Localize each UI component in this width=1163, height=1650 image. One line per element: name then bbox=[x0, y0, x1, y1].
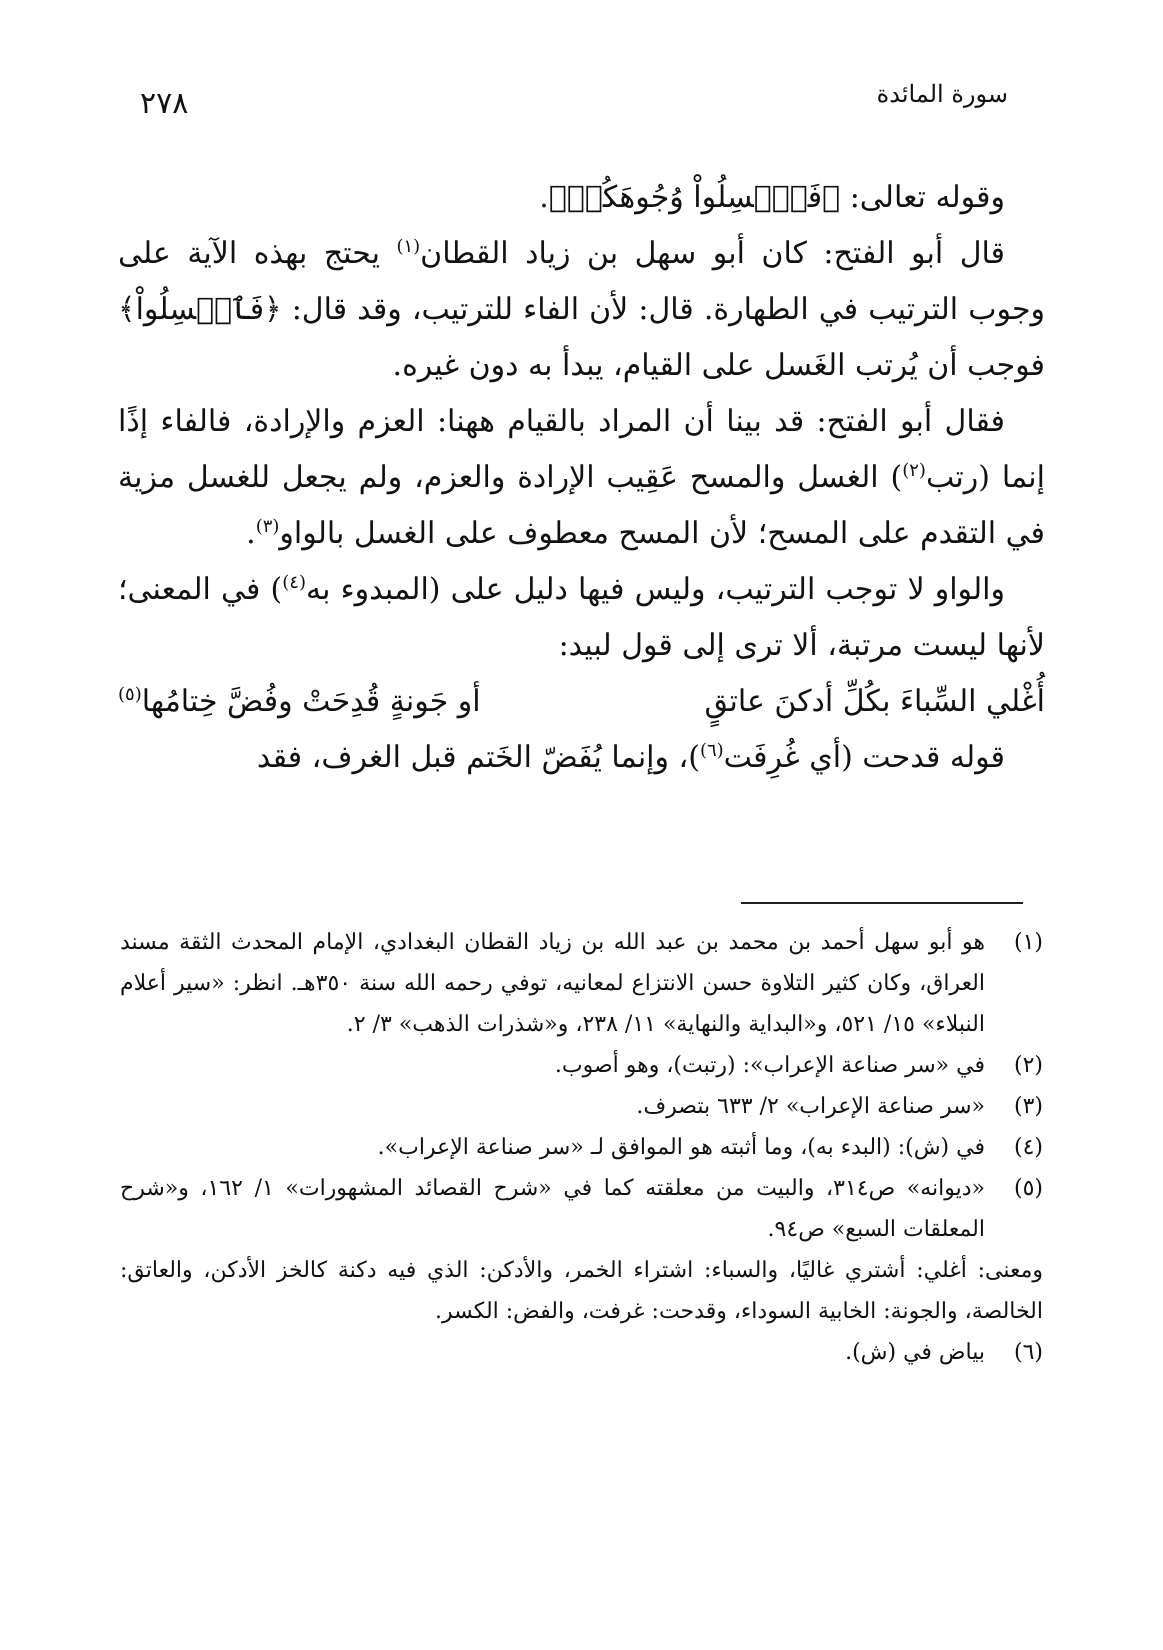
footnote-2: (٢) في «سر صناعة الإعراب»: (رتبت)، وهو أصوب. bbox=[120, 1045, 1043, 1086]
paragraph-5: قوله قدحت (أي غُرِفَت$^{(٦)}$)، وإنما يُفَضّ الخَتم قبل الغرف، فقد bbox=[256, 740, 1005, 775]
page-header bbox=[140, 80, 1008, 130]
quran-quote: ﴿فَٱغۡسِلُواْ وُجُوهَكُمۡ﴾ bbox=[548, 180, 841, 215]
footnote-number: (٥) bbox=[1013, 1176, 1043, 1201]
footnote-number: (٤) bbox=[1013, 1135, 1043, 1160]
footnote-number: (٣) bbox=[1013, 1094, 1043, 1119]
footnote-number: (٦) bbox=[1013, 1340, 1043, 1365]
footnote-separator bbox=[741, 902, 1023, 904]
footnote-6: (٦) بياض في (ش). bbox=[120, 1332, 1043, 1373]
quran-quote: ﴿فَٱغۡسِلُواْ﴾ bbox=[118, 292, 282, 327]
footnote-ref-6[interactable]: (٦) bbox=[699, 740, 724, 761]
paragraph-3: فقال أبو الفتح: قد بينا أن المراد بالقيام ههنا: العزم والإرادة، فالفاء إذًا إنما (رتب$^{(٢)}$) الغسل والمسح عَقِيب الإرادة والعزم، ولم يجعل للغسل مزية في التقدم على المسح؛ لأن المسح معطوف على الغسل بالواو$^{(٣)}$. bbox=[118, 404, 1045, 551]
footnote-4: (٤) في (ش): (البدء به)، وما أثبته هو الموافق لـ «سر صناعة الإعراب». bbox=[120, 1127, 1043, 1168]
footnote-ref-3[interactable]: (٣) bbox=[255, 516, 280, 537]
page-number: ٢٧٨ bbox=[140, 86, 189, 121]
footnote-number: (٢) bbox=[1013, 1053, 1043, 1078]
footnote-ref-4[interactable]: (٤) bbox=[282, 572, 306, 593]
footnote-ref-5[interactable]: (٥) bbox=[118, 684, 142, 705]
paragraph-4: والواو لا توجب الترتيب، وليس فيها دليل على (المبدوء به$^{(٤)}$) في المعنى؛ لأنها ليست مرتبة، ألا ترى إلى قول لبيد: bbox=[118, 572, 1045, 663]
verse-second-hemistich: أو جَونةٍ قُدِحَتْ وفُضَّ خِتامُها$^{(٥)}$ bbox=[118, 684, 481, 719]
paragraph-2: قال أبو الفتح: كان أبو سهل بن زياد القطان$^{(١)}$ يحتج بهذه الآية على وجوب الترتيب في الطهارة. قال: لأن الفاء للترتيب، وقد قال: ﴿فَٱغۡسِلُواْ﴾ فوجب أن يُرتب الغَسل على القيام، يبدأ به دون غيره. bbox=[118, 236, 1045, 383]
footnote-ref-1[interactable]: (١) bbox=[396, 236, 421, 257]
footnote-3: (٣) «سر صناعة الإعراب» ٢/ ٦٣٣ بتصرف. bbox=[120, 1086, 1043, 1127]
footnotes bbox=[120, 922, 1043, 1373]
footnote-1: (١) هو أبو سهل أحمد بن محمد بن عبد الله بن زياد القطان البغدادي، الإمام المحدث الثقة مسند العراق، وكان كثير التلاوة حسن الانتزاع لمعانيه، توفي رحمه الله سنة ٣٥٠هـ. انظر: «سير أعلام النبلاء» ١٥/ ٥٢١، و«البداية والنهاية» ١١/ ٢٣٨، و«شذرات الذهب» ٣/ ٢. bbox=[120, 922, 1043, 1045]
footnote-5: (٥) «ديوانه» ص٣١٤، والبيت من معلقته كما في «شرح القصائد المشهورات» ١/ ١٦٢، و«شرح المعلقات السبع» ص٩٤. ومعنى: أغلي: أشتري غاليًا، والسباء: اشتراء الخمر، والأدكن: الذي فيه دكنة كالخز الأدكن، والعاتق: الخالصة، والجونة: الخابية السوداء، وقدحت: غرفت، والفض: الكسر. bbox=[120, 1168, 1043, 1332]
footnote-5-gloss: ومعنى: أغلي: أشتري غاليًا، والسباء: اشتراء الخمر، والأدكن: الذي فيه دكنة كالخز الأدكن، والعاتق: الخالصة، والجونة: الخابية السوداء، وقدحت: غرفت، والفض: الكسر. bbox=[120, 1258, 1043, 1324]
poetry-verse bbox=[118, 674, 1045, 730]
footnote-number: (١) bbox=[1013, 930, 1043, 955]
paragraph-1: وقوله تعالى: ﴿فَٱغۡسِلُواْ وُجُوهَكُمۡ﴾. bbox=[539, 180, 1005, 215]
running-title: سورة المائدة bbox=[876, 80, 1008, 108]
verse-first-hemistich: أُغْلي السِّباءَ بكُلِّ أدكنَ عاتقٍ bbox=[704, 684, 1045, 719]
main-text bbox=[118, 170, 1045, 786]
footnote-ref-2[interactable]: (٢) bbox=[902, 460, 926, 481]
